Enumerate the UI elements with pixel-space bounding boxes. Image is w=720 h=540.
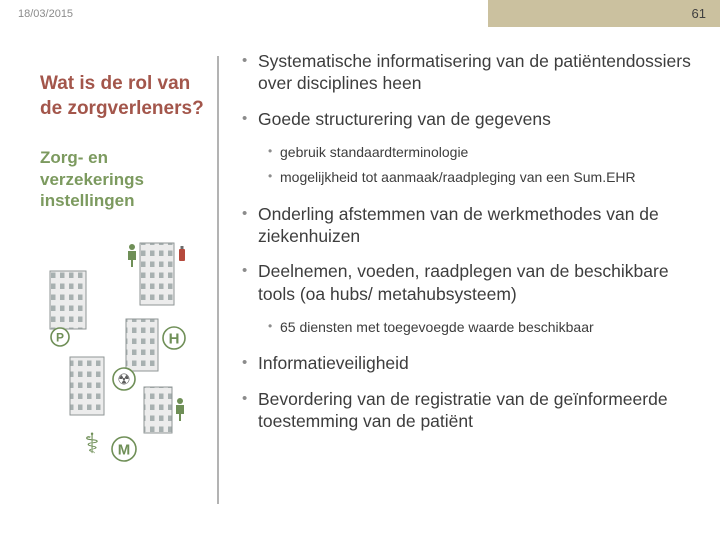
healthcare-buildings-clipart xyxy=(40,237,200,469)
bullet-text: gebruik standaardterminologie xyxy=(280,144,469,161)
bullet-text: Bevordering van de registratie van de geïnformeerde toestemming van de patiënt xyxy=(258,388,668,432)
bullet-text: Goede structurering van de gegevens xyxy=(258,108,551,129)
radiation-icon xyxy=(113,368,135,390)
bullet-text: Deelnemen, voeden, raadplegen van de beschikbare tools (oa hubs/ metahubsysteem) xyxy=(258,261,669,304)
bullet-text: Informatieveiligheid xyxy=(258,353,409,374)
svg-text:⚕: ⚕ xyxy=(84,428,100,460)
bullet-item xyxy=(240,108,692,130)
slide-subtitle: Zorg- en verzekerings instellingen xyxy=(40,148,144,210)
slide-title: Wat is de rol van de zorgverleners? xyxy=(40,73,204,119)
bullet-text: Systematische informatisering van de patiëntendossiers over disciplines heen xyxy=(258,51,691,94)
divider xyxy=(217,56,219,504)
page-number: 61 xyxy=(691,6,706,21)
bullet-text: mogelijkheid tot aanmaak/raadpleging van een Sum.EHR xyxy=(280,169,636,186)
caduceus-icon xyxy=(84,428,99,459)
bullet-text: 65 diensten met toegevoegde waarde beschikbaar xyxy=(280,319,594,336)
svg-text:M: M xyxy=(117,441,131,459)
header-band xyxy=(488,0,720,27)
pharmacy-icon xyxy=(51,328,69,346)
bullet-item xyxy=(240,50,692,95)
bullet-list xyxy=(240,50,692,445)
medical-icon xyxy=(112,437,136,461)
svg-text:H: H xyxy=(168,330,180,348)
fire-extinguisher-icon xyxy=(179,246,185,261)
svg-text:☢: ☢ xyxy=(117,371,131,389)
hospital-icon xyxy=(163,327,185,349)
sub-bullet-item xyxy=(266,318,692,336)
bullet-item xyxy=(240,260,692,305)
bullet-text: Onderling afstemmen van de werkmethodes van de ziekenhuizen xyxy=(258,203,659,246)
bullet-item xyxy=(240,388,692,433)
bullet-item xyxy=(240,352,692,374)
sidebar xyxy=(40,72,208,469)
date-label: 18/03/2015 xyxy=(18,8,74,20)
sub-bullet-item xyxy=(266,168,692,186)
bullet-item xyxy=(240,203,692,248)
sub-bullet-item xyxy=(266,143,692,161)
svg-text:P: P xyxy=(55,330,65,345)
